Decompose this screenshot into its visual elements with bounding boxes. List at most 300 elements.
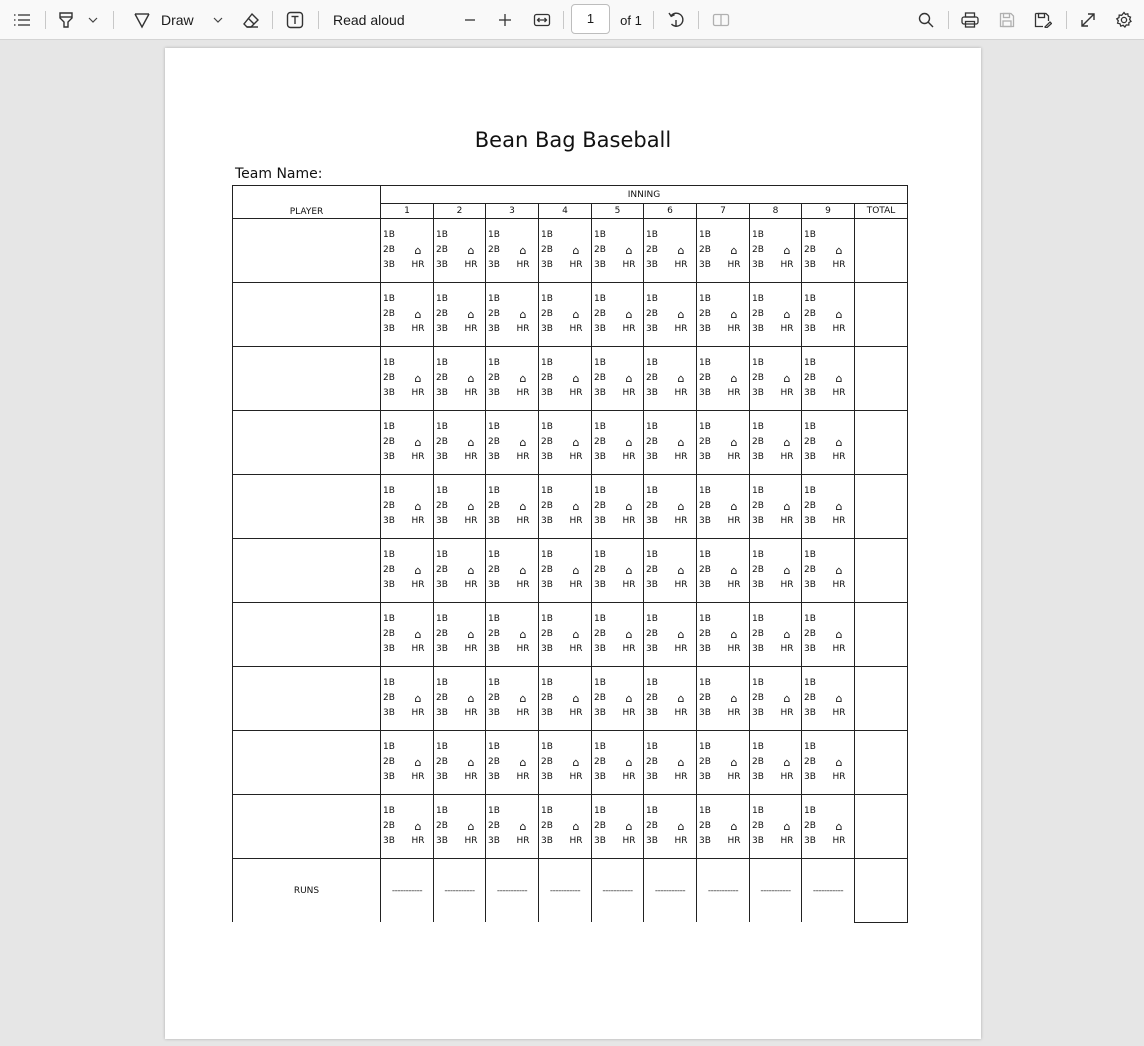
print-icon[interactable] [959,0,981,40]
at-bat-cell[interactable] [697,411,750,475]
player-total-cell[interactable] [855,347,908,411]
at-bat-cell[interactable] [539,539,592,603]
triple-label: 3B [436,516,448,526]
inning-runs-cell[interactable]: ----------- [434,859,486,923]
at-bat-cell[interactable] [644,603,697,667]
triple-label: 3B [646,644,658,654]
double-label: 2B [541,693,553,703]
triple-label: 3B [488,260,500,270]
single-label: 1B [488,678,500,688]
at-bat-cell[interactable] [750,219,802,283]
home-plate-icon: ⌂ [519,692,527,705]
home-run-label: HR [622,580,636,590]
at-bat-cell[interactable] [539,667,592,731]
single-label: 1B [804,294,816,304]
home-plate-icon: ⌂ [467,692,475,705]
at-bat-cell[interactable] [592,795,644,859]
home-plate-icon: ⌂ [572,500,580,513]
at-bat-cell[interactable] [750,347,802,411]
home-plate-icon: ⌂ [677,820,685,833]
double-label: 2B [541,245,553,255]
home-run-label: HR [832,388,846,398]
double-label: 2B [752,501,764,511]
home-plate-icon: ⌂ [730,500,738,513]
triple-label: 3B [646,324,658,334]
triple-label: 3B [804,452,816,462]
at-bat-cell[interactable] [381,475,434,539]
double-label: 2B [646,245,658,255]
double-label: 2B [752,373,764,383]
home-run-label: HR [464,644,478,654]
single-label: 1B [646,422,658,432]
expand-icon[interactable] [1077,0,1099,40]
at-bat-cell[interactable] [644,347,697,411]
home-run-label: HR [832,260,846,270]
at-bat-cell[interactable] [592,667,644,731]
double-label: 2B [804,629,816,639]
at-bat-cell[interactable] [697,539,750,603]
at-bat-cell[interactable] [434,795,486,859]
at-bat-cell[interactable] [592,347,644,411]
home-run-label: HR [569,452,583,462]
at-bat-cell[interactable] [592,475,644,539]
at-bat-cell[interactable] [750,283,802,347]
home-plate-icon: ⌂ [467,756,475,769]
runs-row-label: RUNS [233,859,381,923]
home-plate-icon: ⌂ [625,692,633,705]
at-bat-cell[interactable] [434,667,486,731]
single-label: 1B [488,486,500,496]
inning-number-header: 5 [592,204,644,219]
at-bat-cell[interactable] [802,283,855,347]
eraser-icon[interactable] [240,0,262,40]
at-bat-cell[interactable] [434,411,486,475]
single-label: 1B [383,486,395,496]
single-label: 1B [804,358,816,368]
home-plate-icon: ⌂ [835,500,843,513]
home-plate-icon: ⌂ [414,308,422,321]
at-bat-cell[interactable] [486,347,539,411]
triple-label: 3B [541,836,553,846]
at-bat-cell[interactable] [592,539,644,603]
home-run-label: HR [727,516,741,526]
contents-list-icon[interactable] [10,0,34,40]
single-label: 1B [752,742,764,752]
double-label: 2B [646,309,658,319]
text-box-icon[interactable] [284,0,306,40]
document-title: Bean Bag Baseball [474,128,672,152]
home-run-label: HR [464,260,478,270]
draw-pen-icon[interactable] [132,0,152,40]
at-bat-cell[interactable] [381,731,434,795]
home-plate-icon: ⌂ [835,692,843,705]
single-label: 1B [594,358,606,368]
triple-label: 3B [699,708,711,718]
at-bat-cell[interactable] [697,283,750,347]
double-label: 2B [804,437,816,447]
at-bat-cell[interactable] [486,731,539,795]
triple-label: 3B [436,644,448,654]
save-as-icon[interactable] [1032,0,1054,40]
at-bat-cell[interactable] [750,411,802,475]
single-label: 1B [804,614,816,624]
single-label: 1B [383,294,395,304]
triple-label: 3B [752,516,764,526]
at-bat-cell[interactable] [750,603,802,667]
at-bat-cell[interactable] [802,539,855,603]
triple-label: 3B [752,388,764,398]
double-label: 2B [541,309,553,319]
home-plate-icon: ⌂ [783,436,791,449]
home-run-label: HR [780,260,794,270]
at-bat-cell[interactable] [697,667,750,731]
at-bat-cell[interactable] [434,731,486,795]
triple-label: 3B [383,452,395,462]
at-bat-cell[interactable] [802,731,855,795]
triple-label: 3B [436,260,448,270]
at-bat-cell[interactable] [434,219,486,283]
at-bat-cell[interactable] [381,539,434,603]
at-bat-cell[interactable] [802,219,855,283]
single-label: 1B [383,230,395,240]
at-bat-cell[interactable] [592,411,644,475]
triple-label: 3B [594,324,606,334]
inning-runs-cell[interactable]: ----------- [592,859,644,923]
at-bat-cell[interactable] [381,667,434,731]
at-bat-cell[interactable] [644,539,697,603]
home-run-label: HR [516,260,530,270]
double-label: 2B [699,629,711,639]
at-bat-cell[interactable] [539,731,592,795]
single-label: 1B [752,614,764,624]
single-label: 1B [541,230,553,240]
home-run-label: HR [464,516,478,526]
player-total-cell[interactable] [855,603,908,667]
player-total-cell[interactable] [855,411,908,475]
single-label: 1B [488,550,500,560]
double-label: 2B [752,693,764,703]
home-run-label: HR [622,452,636,462]
double-label: 2B [541,757,553,767]
at-bat-cell[interactable] [644,731,697,795]
at-bat-cell[interactable] [486,219,539,283]
at-bat-cell[interactable] [434,347,486,411]
double-label: 2B [646,437,658,447]
home-plate-icon: ⌂ [625,820,633,833]
double-label: 2B [699,565,711,575]
triple-label: 3B [436,708,448,718]
triple-label: 3B [699,772,711,782]
player-total-cell[interactable] [855,283,908,347]
player-column-header: PLAYER [233,186,381,219]
single-label: 1B [594,294,606,304]
home-plate-icon: ⌂ [467,436,475,449]
home-plate-icon: ⌂ [467,820,475,833]
single-label: 1B [436,230,448,240]
at-bat-cell[interactable] [381,603,434,667]
home-run-label: HR [832,324,846,334]
single-label: 1B [436,614,448,624]
inning-runs-cell[interactable]: ----------- [381,859,434,923]
player-row [233,475,908,539]
at-bat-cell[interactable] [434,475,486,539]
double-label: 2B [594,501,606,511]
home-run-label: HR [464,708,478,718]
triple-label: 3B [383,708,395,718]
at-bat-cell[interactable] [750,795,802,859]
single-label: 1B [699,742,711,752]
player-name-cell[interactable] [233,219,381,283]
at-bat-cell[interactable] [697,219,750,283]
at-bat-cell[interactable] [539,475,592,539]
single-label: 1B [436,806,448,816]
home-run-label: HR [727,388,741,398]
inning-number-header: 7 [697,204,750,219]
at-bat-cell[interactable] [697,731,750,795]
player-total-cell[interactable] [855,539,908,603]
home-run-label: HR [464,580,478,590]
at-bat-cell[interactable] [750,539,802,603]
draw-button[interactable] [161,0,197,40]
at-bat-cell[interactable] [802,475,855,539]
double-label: 2B [488,501,500,511]
at-bat-cell[interactable] [802,603,855,667]
inning-runs-cell[interactable]: ----------- [750,859,802,923]
home-run-label: HR [780,708,794,718]
rotate-icon[interactable] [665,0,687,40]
inning-number-header: 2 [434,204,486,219]
home-run-label: HR [516,324,530,334]
at-bat-cell[interactable] [592,731,644,795]
at-bat-cell[interactable] [697,795,750,859]
home-run-label: HR [516,708,530,718]
double-label: 2B [383,757,395,767]
player-name-cell[interactable] [233,475,381,539]
single-label: 1B [383,550,395,560]
at-bat-cell[interactable] [434,539,486,603]
at-bat-cell[interactable] [644,475,697,539]
double-label: 2B [752,757,764,767]
inning-runs-cell[interactable]: ----------- [486,859,539,923]
at-bat-cell[interactable] [486,603,539,667]
player-name-cell[interactable] [233,667,381,731]
triple-label: 3B [383,644,395,654]
at-bat-cell[interactable] [697,475,750,539]
player-name-cell[interactable] [233,603,381,667]
inning-runs-cell[interactable]: ----------- [539,859,592,923]
player-total-cell[interactable] [855,731,908,795]
home-plate-icon: ⌂ [572,308,580,321]
read-aloud-button[interactable] [333,0,413,40]
inning-number-header: 1 [381,204,434,219]
at-bat-cell[interactable] [592,603,644,667]
player-total-cell[interactable] [855,667,908,731]
home-run-label: HR [780,324,794,334]
at-bat-cell[interactable] [592,283,644,347]
home-plate-icon: ⌂ [414,628,422,641]
double-label: 2B [436,501,448,511]
home-plate-icon: ⌂ [625,500,633,513]
triple-label: 3B [383,772,395,782]
home-run-label: HR [622,836,636,846]
home-plate-icon: ⌂ [730,372,738,385]
home-plate-icon: ⌂ [730,244,738,257]
zoom-in-icon[interactable] [495,0,515,40]
triple-label: 3B [488,644,500,654]
at-bat-cell[interactable] [381,347,434,411]
at-bat-cell[interactable] [802,795,855,859]
home-run-label: HR [569,836,583,846]
save-icon[interactable] [996,0,1018,40]
player-total-cell[interactable] [855,219,908,283]
home-plate-icon: ⌂ [625,628,633,641]
at-bat-cell[interactable] [802,347,855,411]
triple-label: 3B [804,644,816,654]
home-run-label: HR [727,452,741,462]
single-label: 1B [541,294,553,304]
home-run-label: HR [832,452,846,462]
at-bat-cell[interactable] [802,667,855,731]
at-bat-cell[interactable] [539,283,592,347]
at-bat-cell[interactable] [381,795,434,859]
at-bat-cell[interactable] [486,283,539,347]
at-bat-cell[interactable] [644,219,697,283]
at-bat-cell[interactable] [486,411,539,475]
at-bat-cell[interactable] [486,539,539,603]
double-label: 2B [541,373,553,383]
inning-runs-cell[interactable]: ----------- [697,859,750,923]
double-label: 2B [383,245,395,255]
at-bat-cell[interactable] [750,731,802,795]
home-run-label: HR [411,388,425,398]
player-total-cell[interactable] [855,795,908,859]
home-run-label: HR [569,324,583,334]
at-bat-cell[interactable] [644,667,697,731]
inning-number-header: 3 [486,204,539,219]
home-run-label: HR [780,388,794,398]
single-label: 1B [594,486,606,496]
two-page-view-icon[interactable] [710,0,732,40]
triple-label: 3B [488,324,500,334]
at-bat-cell[interactable] [644,411,697,475]
runs-total-cell[interactable] [855,859,908,923]
at-bat-cell[interactable] [592,219,644,283]
player-name-cell[interactable] [233,795,381,859]
at-bat-cell[interactable] [644,795,697,859]
double-label: 2B [699,757,711,767]
double-label: 2B [752,821,764,831]
triple-label: 3B [804,324,816,334]
home-plate-icon: ⌂ [467,244,475,257]
home-plate-icon: ⌂ [414,244,422,257]
home-run-label: HR [411,836,425,846]
double-label: 2B [594,437,606,447]
at-bat-cell[interactable] [644,283,697,347]
at-bat-cell[interactable] [486,475,539,539]
player-name-cell[interactable] [233,283,381,347]
at-bat-cell[interactable] [539,603,592,667]
triple-label: 3B [541,516,553,526]
double-label: 2B [436,757,448,767]
toolbar-divider [948,11,949,29]
single-label: 1B [594,550,606,560]
single-label: 1B [752,422,764,432]
player-name-cell[interactable] [233,411,381,475]
at-bat-cell[interactable] [434,283,486,347]
double-label: 2B [804,245,816,255]
home-run-label: HR [464,388,478,398]
single-label: 1B [541,806,553,816]
at-bat-cell[interactable] [697,603,750,667]
highlight-dropdown-chevron-icon[interactable] [85,0,101,40]
at-bat-cell[interactable] [381,219,434,283]
single-label: 1B [646,742,658,752]
read-aloud-label: Read aloud [333,12,405,28]
at-bat-cell[interactable] [486,795,539,859]
double-label: 2B [383,693,395,703]
double-label: 2B [752,565,764,575]
inning-runs-cell[interactable]: ----------- [644,859,697,923]
player-name-cell[interactable] [233,539,381,603]
home-run-label: HR [832,836,846,846]
double-label: 2B [594,565,606,575]
at-bat-cell[interactable] [750,475,802,539]
at-bat-cell[interactable] [750,667,802,731]
at-bat-cell[interactable] [434,603,486,667]
at-bat-cell[interactable] [381,411,434,475]
double-label: 2B [541,565,553,575]
triple-label: 3B [699,324,711,334]
at-bat-cell[interactable] [697,347,750,411]
double-label: 2B [804,309,816,319]
single-label: 1B [752,294,764,304]
at-bat-cell[interactable] [802,411,855,475]
highlight-icon[interactable] [55,0,77,40]
page-number-input[interactable]: 1 [571,4,610,34]
at-bat-cell[interactable] [539,219,592,283]
triple-label: 3B [488,388,500,398]
home-run-label: HR [832,580,846,590]
home-run-label: HR [727,836,741,846]
search-icon[interactable] [915,0,937,40]
at-bat-cell[interactable] [539,795,592,859]
inning-runs-cell[interactable]: ----------- [802,859,855,923]
double-label: 2B [804,373,816,383]
at-bat-cell[interactable] [539,411,592,475]
single-label: 1B [804,486,816,496]
double-label: 2B [488,629,500,639]
at-bat-cell[interactable] [486,667,539,731]
single-label: 1B [804,550,816,560]
home-run-label: HR [411,452,425,462]
home-run-label: HR [569,644,583,654]
player-name-cell[interactable] [233,731,381,795]
single-label: 1B [383,614,395,624]
fit-to-width-icon[interactable] [531,0,553,40]
player-total-cell[interactable] [855,475,908,539]
double-label: 2B [699,373,711,383]
triple-label: 3B [383,836,395,846]
at-bat-cell[interactable] [539,347,592,411]
player-name-cell[interactable] [233,347,381,411]
triple-label: 3B [383,324,395,334]
draw-dropdown-chevron-icon[interactable] [210,0,226,40]
home-run-label: HR [622,516,636,526]
zoom-out-icon[interactable] [460,0,480,40]
home-run-label: HR [727,772,741,782]
settings-gear-icon[interactable] [1113,0,1135,40]
at-bat-cell[interactable] [381,283,434,347]
